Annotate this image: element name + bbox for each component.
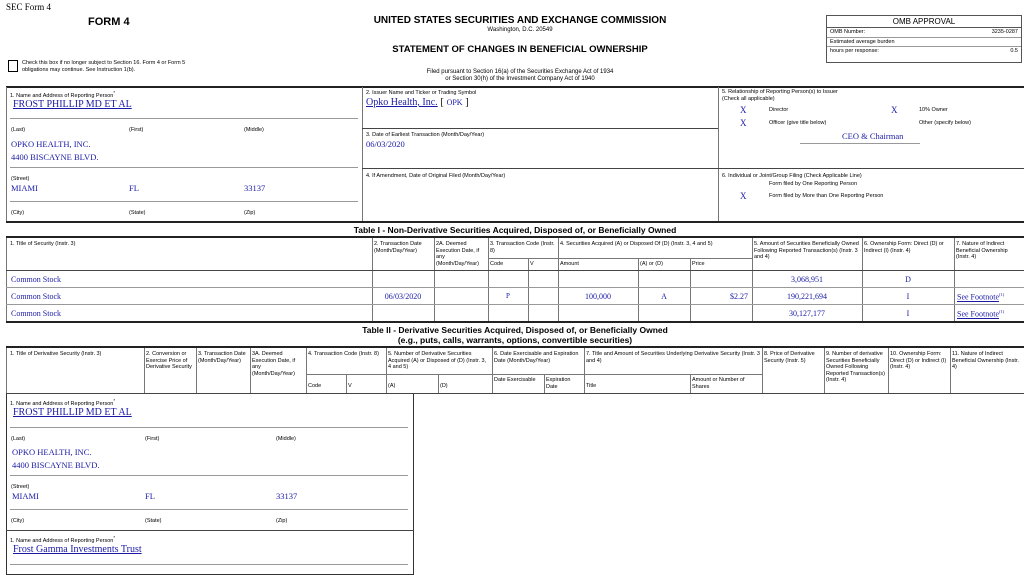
t2-h4: 4. Transaction Code (Instr. 8) bbox=[308, 351, 379, 357]
t2-expiration: Expiration Date bbox=[546, 377, 571, 390]
page-label: SEC Form 4 bbox=[6, 2, 52, 12]
city-value: MIAMI bbox=[11, 183, 38, 193]
table2-title: Table II - Derivative Securities Acquired, Disposed of, or Beneficially Owned bbox=[362, 325, 668, 335]
reporter2-address1: OPKO HEALTH, INC. bbox=[12, 447, 92, 457]
t2-code: Code bbox=[308, 383, 322, 389]
t1-h7: 7. Nature of Indirect Beneficial Ownership (Instr. 4) bbox=[956, 241, 1008, 260]
t1-price: Price bbox=[692, 261, 705, 267]
t1-h2a: 2A. Deemed Execution Date, if any (Month/Day/Year) bbox=[436, 241, 480, 267]
officer-title: CEO & Chairman bbox=[842, 131, 904, 141]
box2-label: 2. Issuer Name and Ticker or Trading Symbol bbox=[366, 90, 477, 96]
agency-city: Washington, D.C. 20549 bbox=[487, 27, 553, 33]
t2-h9: 9. Number of derivative Securities Beneficially Owned Following Reported Transaction(s) (Instr. 4) bbox=[826, 351, 885, 383]
checkbox-text: Check this box if no longer subject to Section 16. Form 4 or Form 5 obligations may continue. See Instruction 1(b). bbox=[22, 60, 186, 73]
officer-mark[interactable]: X bbox=[740, 118, 747, 128]
statement-title: STATEMENT OF CHANGES IN BENEFICIAL OWNERSHIP bbox=[392, 44, 648, 55]
t1-h5: 5. Amount of Securities Beneficially Owned Following Reported Transaction(s) (Instr. 3 and 4) bbox=[754, 241, 859, 260]
first-label: (First) bbox=[129, 127, 144, 133]
exit-checkbox[interactable] bbox=[8, 60, 18, 72]
box4-label: 4. If Amendment, Date of Original Filed (Month/Day/Year) bbox=[366, 173, 506, 179]
reporter2-city-label: (City) bbox=[11, 518, 25, 524]
t2-title-col: Title bbox=[586, 383, 597, 389]
director-label: Director bbox=[769, 107, 789, 113]
t2-d: (D) bbox=[440, 383, 448, 389]
box3-label: 3. Date of Earliest Transaction (Month/Day/Year) bbox=[366, 132, 485, 138]
box5-sub: (Check all applicable) bbox=[722, 96, 775, 102]
officer-label: Officer (give title below) bbox=[769, 120, 827, 126]
row3-owned: 30,127,177 bbox=[789, 309, 825, 318]
owner10-label: 10% Owner bbox=[919, 107, 948, 113]
t2-h3a: 3A. Deemed Execution Date, if any (Month/Day/Year) bbox=[252, 351, 296, 377]
t2-h1: 1. Title of Derivative Security (Instr. 3) bbox=[10, 351, 102, 357]
group-filing-mark[interactable]: X bbox=[740, 191, 747, 201]
address-line-1: OPKO HEALTH, INC. bbox=[11, 139, 91, 149]
reporter2-state: FL bbox=[145, 491, 155, 501]
box6-label: 6. Individual or Joint/Group Filing (Check Applicable Line) bbox=[722, 173, 862, 179]
reporter2-name-link[interactable]: FROST PHILLIP MD ET AL bbox=[13, 407, 132, 418]
row2-price: $2.27 bbox=[730, 292, 748, 301]
other-label: Other (specify below) bbox=[919, 120, 971, 126]
t1-h3: 3. Transaction Code (Instr. 8) bbox=[490, 241, 555, 254]
row2-nature[interactable]: See Footnote$^{(1)}$ bbox=[957, 292, 1005, 302]
issuer-name-link[interactable]: Opko Health, Inc. bbox=[366, 97, 438, 108]
omb-number: 3235-0287 bbox=[991, 29, 1018, 35]
row2-aord: A bbox=[661, 292, 667, 301]
state-label: (State) bbox=[129, 210, 146, 216]
reporter3-label: 1. Name and Address of Reporting Person* bbox=[10, 535, 116, 544]
row2-owned: 190,221,694 bbox=[787, 292, 827, 301]
t2-h11: 11. Nature of Indirect Beneficial Ownership (Instr. 4) bbox=[952, 351, 1019, 370]
t2-v: V bbox=[348, 383, 352, 389]
t2-exercisable: Date Exercisable bbox=[494, 377, 536, 383]
row2-code: P bbox=[506, 292, 510, 300]
owner10-mark[interactable]: X bbox=[891, 105, 898, 115]
agency-name: UNITED STATES SECURITIES AND EXCHANGE COMMISSION bbox=[373, 15, 667, 26]
omb-box bbox=[826, 15, 1022, 63]
t1-h1: 1. Title of Security (Instr. 3) bbox=[10, 241, 76, 247]
box1-label: 1. Name and Address of Reporting Person* bbox=[10, 90, 116, 99]
t2-h6: 6. Date Exercisable and Expiration Date (Month/Day/Year) bbox=[494, 351, 579, 364]
row2-date: 06/03/2020 bbox=[384, 292, 422, 301]
reporter2-middle: (Middle) bbox=[276, 436, 296, 442]
last-label: (Last) bbox=[11, 127, 26, 133]
middle-label: (Middle) bbox=[244, 127, 264, 133]
t2-amount-col: Amount or Number of Shares bbox=[692, 377, 745, 390]
table1-title: Table I - Non-Derivative Securities Acquired, Disposed of, or Beneficially Owned bbox=[353, 225, 677, 235]
zip-value: 33137 bbox=[244, 183, 266, 193]
filed-pursuant-1: Filed pursuant to Section 16(a) of the Securities Exchange Act of 1934 bbox=[426, 69, 614, 75]
reporter2-address2: 4400 BISCAYNE BLVD. bbox=[12, 460, 100, 470]
t1-code: Code bbox=[490, 261, 504, 267]
t1-h4: 4. Securities Acquired (A) or Disposed Of (D) (Instr. 3, 4 and 5) bbox=[560, 241, 713, 247]
t2-h8: 8. Price of Derivative Security (Instr. 5) bbox=[764, 351, 815, 364]
t1-amount: Amount bbox=[560, 261, 579, 267]
row1-form: D bbox=[905, 275, 911, 284]
director-mark[interactable]: X bbox=[740, 105, 747, 115]
table2-subtitle: (e.g., puts, calls, warrants, options, convertible securities) bbox=[397, 335, 633, 345]
reporter2-city: MIAMI bbox=[12, 491, 39, 501]
reporter2-state-label: (State) bbox=[145, 518, 162, 524]
row3-nature[interactable]: See Footnote$^{(1)}$ bbox=[957, 309, 1005, 319]
omb-hours-label: hours per response: bbox=[830, 48, 879, 54]
reporter2-label: 1. Name and Address of Reporting Person* bbox=[10, 398, 116, 407]
ticker: OPK bbox=[446, 98, 463, 107]
t2-h7: 7. Title and Amount of Securities Underlying Derivative Security (Instr. 3 and 4) bbox=[586, 351, 760, 364]
street-label: (Street) bbox=[11, 176, 30, 182]
reporter2-street: (Street) bbox=[11, 484, 30, 490]
reporter2-zip-label: (Zip) bbox=[276, 518, 288, 524]
t2-h5: 5. Number of Derivative Securities Acquired (A) or Disposed of (D) (Instr. 3, 4 and 5) bbox=[388, 351, 487, 370]
t1-h6: 6. Ownership Form: Direct (D) or Indirect (I) (Instr. 4) bbox=[864, 241, 944, 254]
box5-label: 5. Relationship of Reporting Person(s) to Issuer bbox=[722, 89, 838, 95]
one-person-label: Form filed by One Reporting Person bbox=[769, 181, 858, 187]
t1-aord: (A) or (D) bbox=[640, 261, 663, 267]
omb-number-label: OMB Number: bbox=[830, 29, 866, 35]
more-person-label: Form filed by More than One Reporting Person bbox=[769, 193, 884, 199]
address-line-2: 4400 BISCAYNE BLVD. bbox=[11, 152, 99, 162]
t2-h3: 3. Transaction Date (Month/Day/Year) bbox=[198, 351, 246, 364]
omb-hours: 0.5 bbox=[1010, 48, 1018, 54]
filed-pursuant-2: or Section 30(h) of the Investment Company Act of 1940 bbox=[445, 76, 595, 82]
t1-v: V bbox=[530, 261, 534, 267]
zip-label: (Zip) bbox=[244, 210, 256, 216]
earliest-transaction-date: 06/03/2020 bbox=[366, 139, 405, 149]
reporter2-last: (Last) bbox=[11, 436, 26, 442]
reporter3-name-link[interactable]: Frost Gamma Investments Trust bbox=[13, 544, 142, 555]
city-label: (City) bbox=[11, 210, 25, 216]
row3-form: I bbox=[906, 309, 910, 318]
row2-title: Common Stock bbox=[11, 292, 62, 301]
state-value: FL bbox=[129, 183, 139, 193]
t2-a: (A) bbox=[388, 383, 396, 389]
reporter2-zip: 33137 bbox=[276, 491, 298, 501]
row1-title: Common Stock bbox=[11, 275, 62, 284]
omb-title: OMB APPROVAL bbox=[827, 16, 1021, 28]
row1-owned: 3,068,951 bbox=[791, 275, 823, 284]
omb-burden-label: Estimated average burden bbox=[830, 39, 895, 45]
t2-h10: 10. Ownership Form: Direct (D) or Indirect (I) (Instr. 4) bbox=[890, 351, 947, 370]
issuer-line: Opko Health, Inc. [ OPK ] bbox=[366, 97, 469, 108]
reporting-person-name-link[interactable]: FROST PHILLIP MD ET AL bbox=[13, 99, 132, 110]
form-title: FORM 4 bbox=[88, 16, 130, 28]
row2-amount: 100,000 bbox=[585, 292, 611, 301]
t2-h2: 2. Conversion or Exercise Price of Derivative Security bbox=[146, 351, 192, 370]
t1-h2: 2. Transaction Date (Month/Day/Year) bbox=[374, 241, 422, 254]
row3-title: Common Stock bbox=[11, 309, 62, 318]
row2-form: I bbox=[906, 292, 910, 301]
reporter2-first: (First) bbox=[145, 436, 160, 442]
